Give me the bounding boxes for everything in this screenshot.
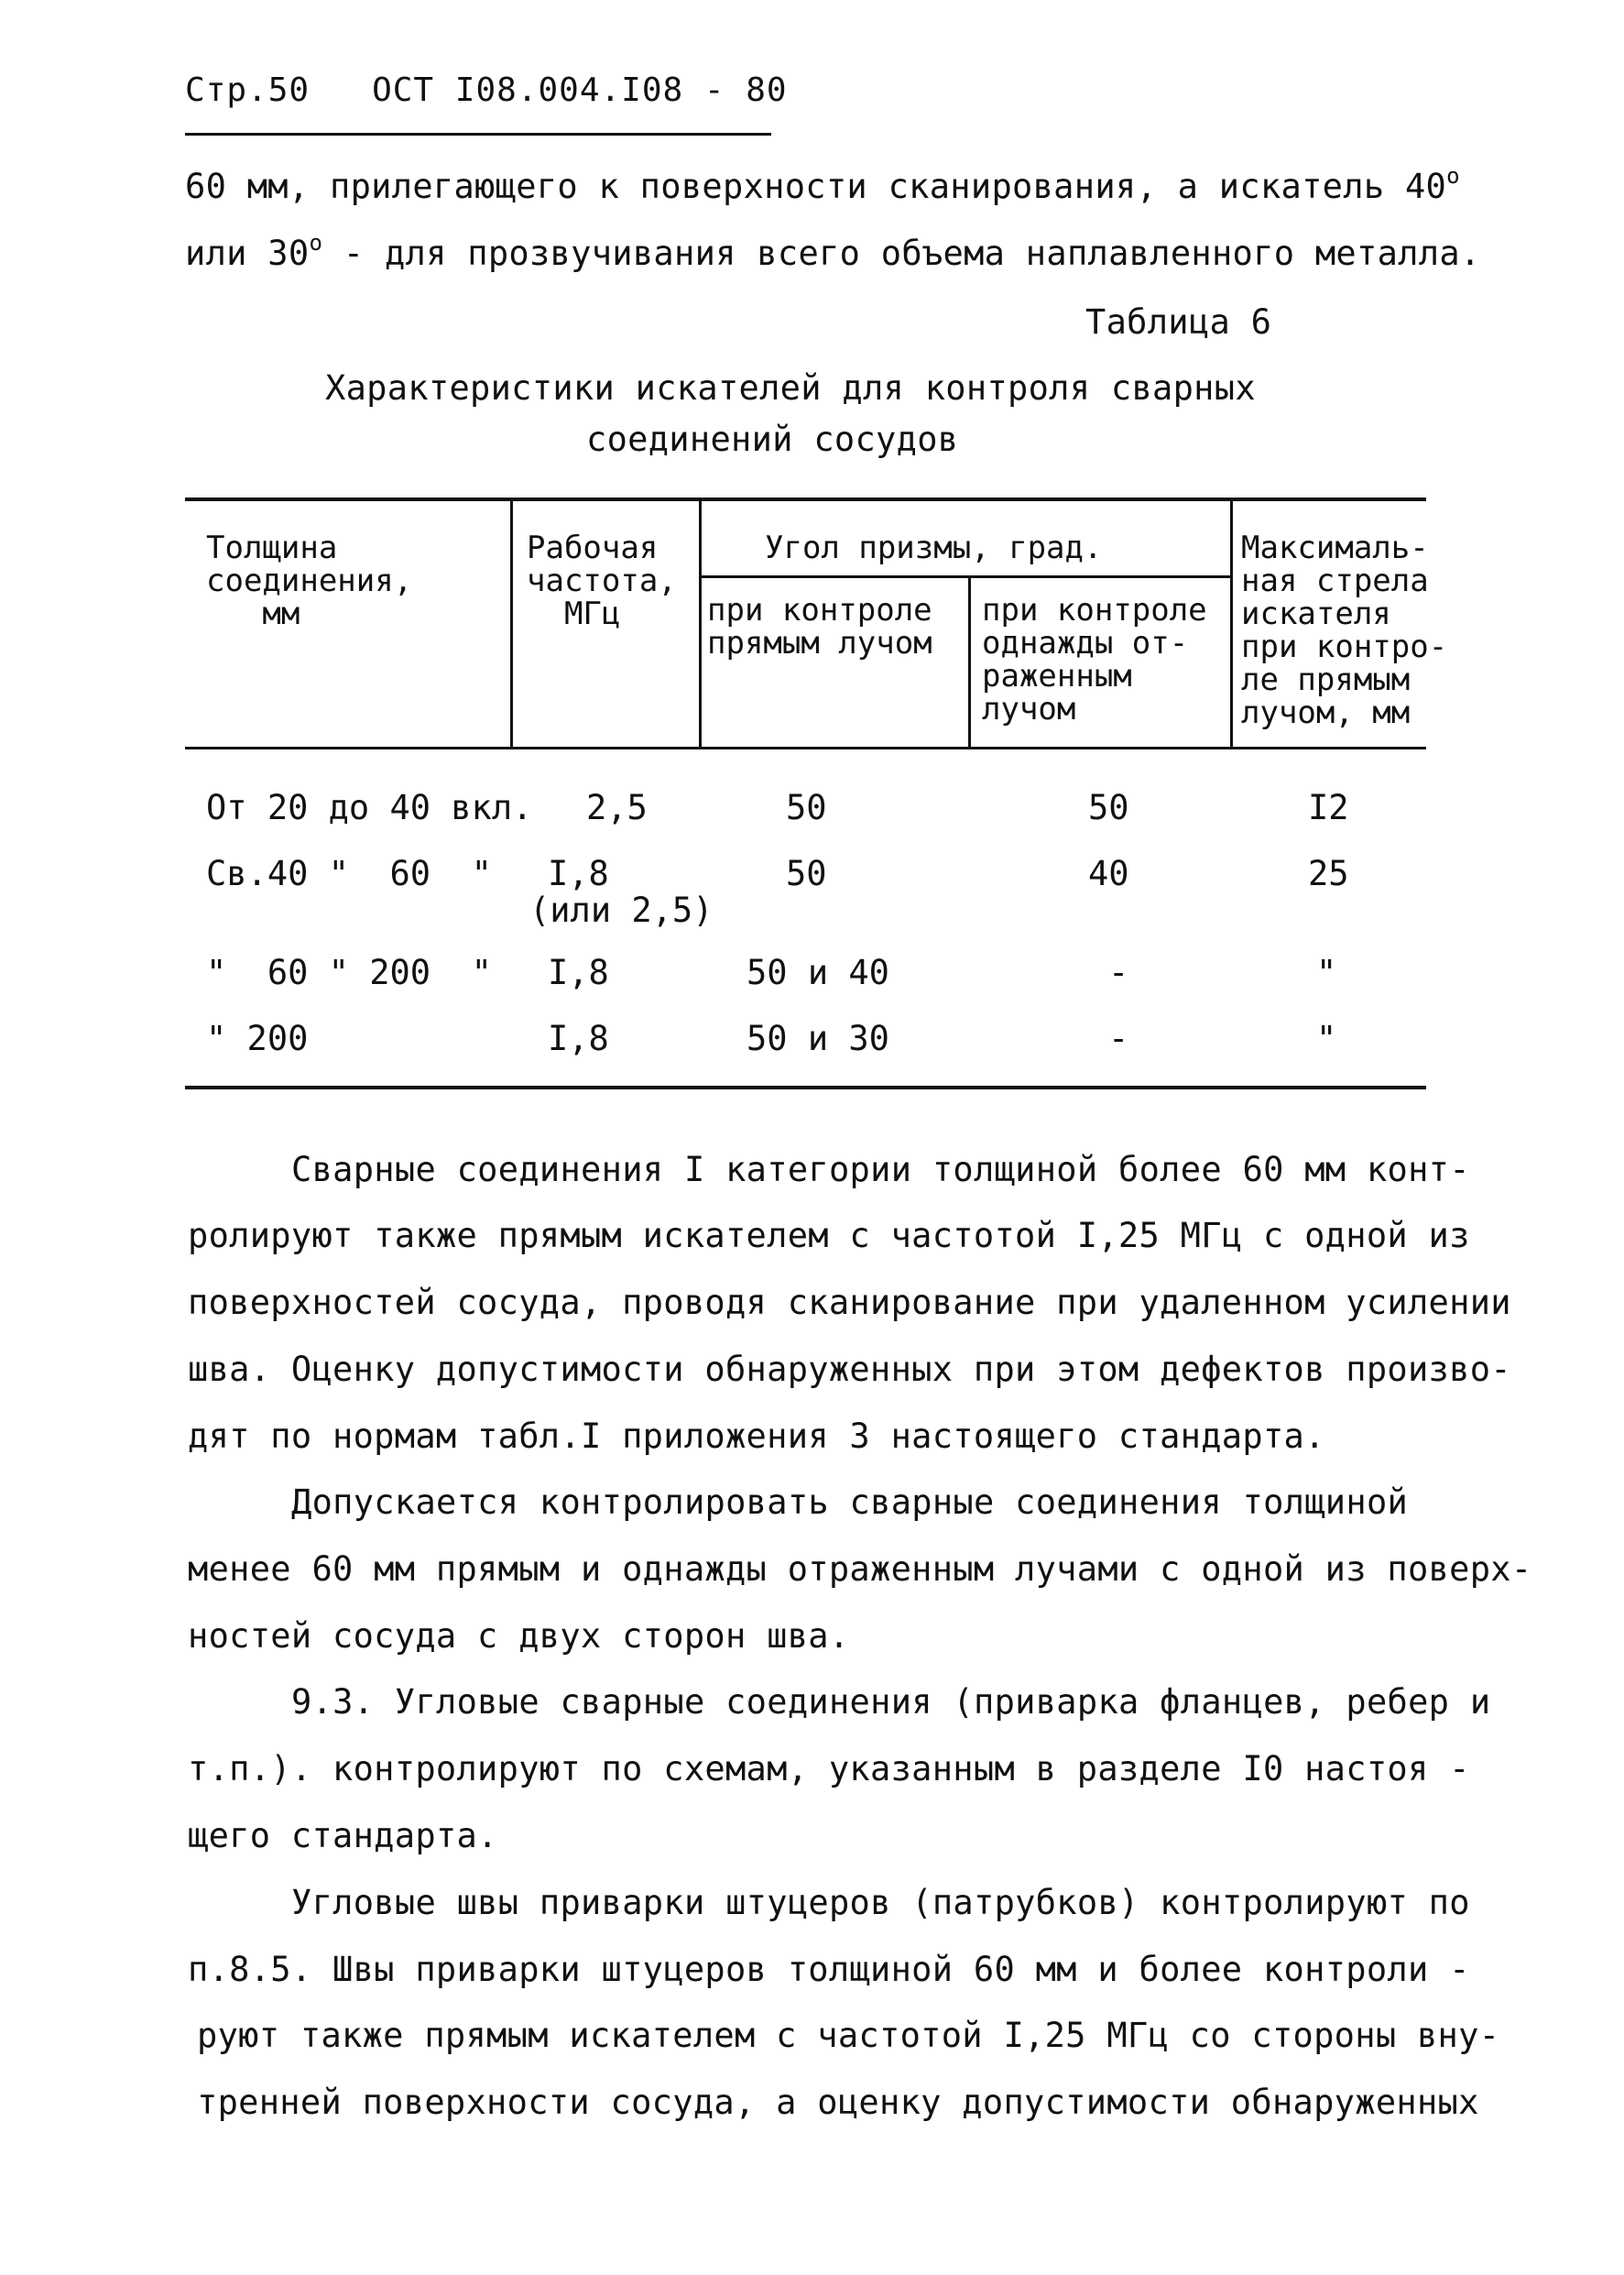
table-label: Таблица 6 — [1085, 302, 1272, 342]
body-line: Угловые швы приварки штуцеров (патрубков) контролируют по — [291, 1883, 1470, 1922]
table-bottom-rule — [185, 1086, 1426, 1089]
table-title-line-1: Характеристики искателей для контроля сварных — [325, 368, 1256, 408]
standard-code: ОСТ I08.004.I08 - 80 — [372, 71, 788, 109]
body-line: Допускается контролировать сварные соединения толщиной — [291, 1482, 1409, 1522]
intro-line-1: 60 мм, прилегающего к поверхности сканирования, а искатель $40^о$ — [185, 163, 1460, 206]
body-line: шва. Оценку допустимости обнаруженных при этом дефектов произво- — [188, 1350, 1511, 1389]
body-line: т.п.). контролируют по схемам, указанным в разделе I0 настоя - — [188, 1749, 1470, 1788]
table-col-divider-3 — [968, 577, 971, 749]
body-line: тренней поверхности сосуда, а оценку допустимости обнаруженных — [197, 2083, 1479, 2122]
table-title-line-2: соединений сосудов — [586, 420, 959, 459]
body-line: 9.3. Угловые сварные соединения (приварка фланцев, ребер и — [291, 1682, 1491, 1722]
body-line: менее 60 мм прямым и однажды отраженным лучами с одной из поверх- — [188, 1549, 1532, 1589]
header-angle-direct: при контроле прямым лучом — [707, 592, 932, 662]
body-line: Сварные соединения I категории толщиной более 60 мм конт- — [291, 1150, 1470, 1189]
table-subheader-rule — [699, 575, 1232, 578]
body-line: щего стандарта. — [188, 1816, 498, 1855]
page-header — [185, 71, 788, 109]
body-line: ностей сосуда с двух сторон шва. — [188, 1616, 850, 1656]
table-header-rule — [185, 747, 1426, 749]
header-angle-reflected: при контроле однажды от- раженным лучом — [982, 592, 1207, 727]
header-underline — [185, 133, 771, 136]
page-number: Стр.50 — [185, 71, 311, 109]
header-angle: Угол призмы, град. — [765, 530, 1103, 566]
document-page: Стр.50 ОСТ I08.004.I08 - 80 60 мм, прилегающего к поверхности сканирования, а искатель $40^о$ или $30^о$ - для прозвучивания всего объема наплавленного металла. Таблица 6 Характеристики искателей для контроля сварных соединений сосудов Толщина соединения, мм Рабочая частота, МГц Угол призмы, град. при контроле прямым лучом при контроле однажды от- раженным лучом Максималь- ная стрела искателя при контро- ле прямым лучом, мм От 20 до 40 вкл. 2,5 50 50 I2 Св.40 " 60 " I,8 (или 2,5) 50 40 25 " 60 " 200 " I,8 50 и 40 - " " 200 I,8 50 и 30 - " Сварные соединения I категории толщиной более 60 мм конт- ролируют также прямым искателем с частотой I,25 МГц с одной из поверхностей сосуда, проводя сканирование при удаленном усилении шва. Оценку допустимости обнаруженных при этом дефектов произво- дят по нормам табл.I приложения 3 настоящего стандарта. Допускается контролировать сварные соединения толщиной менее 60 мм прямым и однажды отраженным лучами с одной из поверх- ностей сосуда с двух сторон шва. 9.3. Угловые сварные соединения (приварка фланцев, ребер и т.п.). контролируют по схемам, указанным в разделе I0 настоя - щего стандарта. Угловые швы приварки штуцеров (патрубков) контролируют по п.8.5. Швы приварки штуцеров толщиной 60 мм и более контроли - руют также прямым искателем с частотой I,25 МГц со стороны вну- тренней поверхности сосуда, а оценку допустимости обнаруженных — [185, 71, 1532, 2122]
body-line: дят по нормам табл.I приложения 3 настоящего стандарта. — [188, 1416, 1325, 1456]
header-frequency: Рабочая частота, МГц — [527, 530, 677, 632]
table-top-rule — [185, 498, 1426, 501]
header-thickness: Толщина соединения, мм — [206, 530, 413, 632]
body-line: ролируют также прямым искателем с частотой I,25 МГц с одной из — [188, 1216, 1470, 1255]
header-max-arrow: Максималь- ная стрела искателя при контро- ле прямым лучом, мм — [1241, 530, 1448, 731]
table-col-divider-4 — [1230, 499, 1233, 749]
intro-line-2: или $30^о$ - для прозвучивания всего объема наплавленного металла. — [185, 230, 1481, 273]
body-line: п.8.5. Швы приварки штуцеров толщиной 60 мм и более контроли - — [188, 1950, 1470, 1989]
table-col-divider-1 — [510, 499, 513, 749]
body-line: руют также прямым искателем с частотой I,25 МГц со стороны вну- — [197, 2016, 1500, 2055]
table-col-divider-2 — [699, 499, 702, 749]
body-line: поверхностей сосуда, проводя сканирование при удаленном усилении — [188, 1283, 1511, 1322]
